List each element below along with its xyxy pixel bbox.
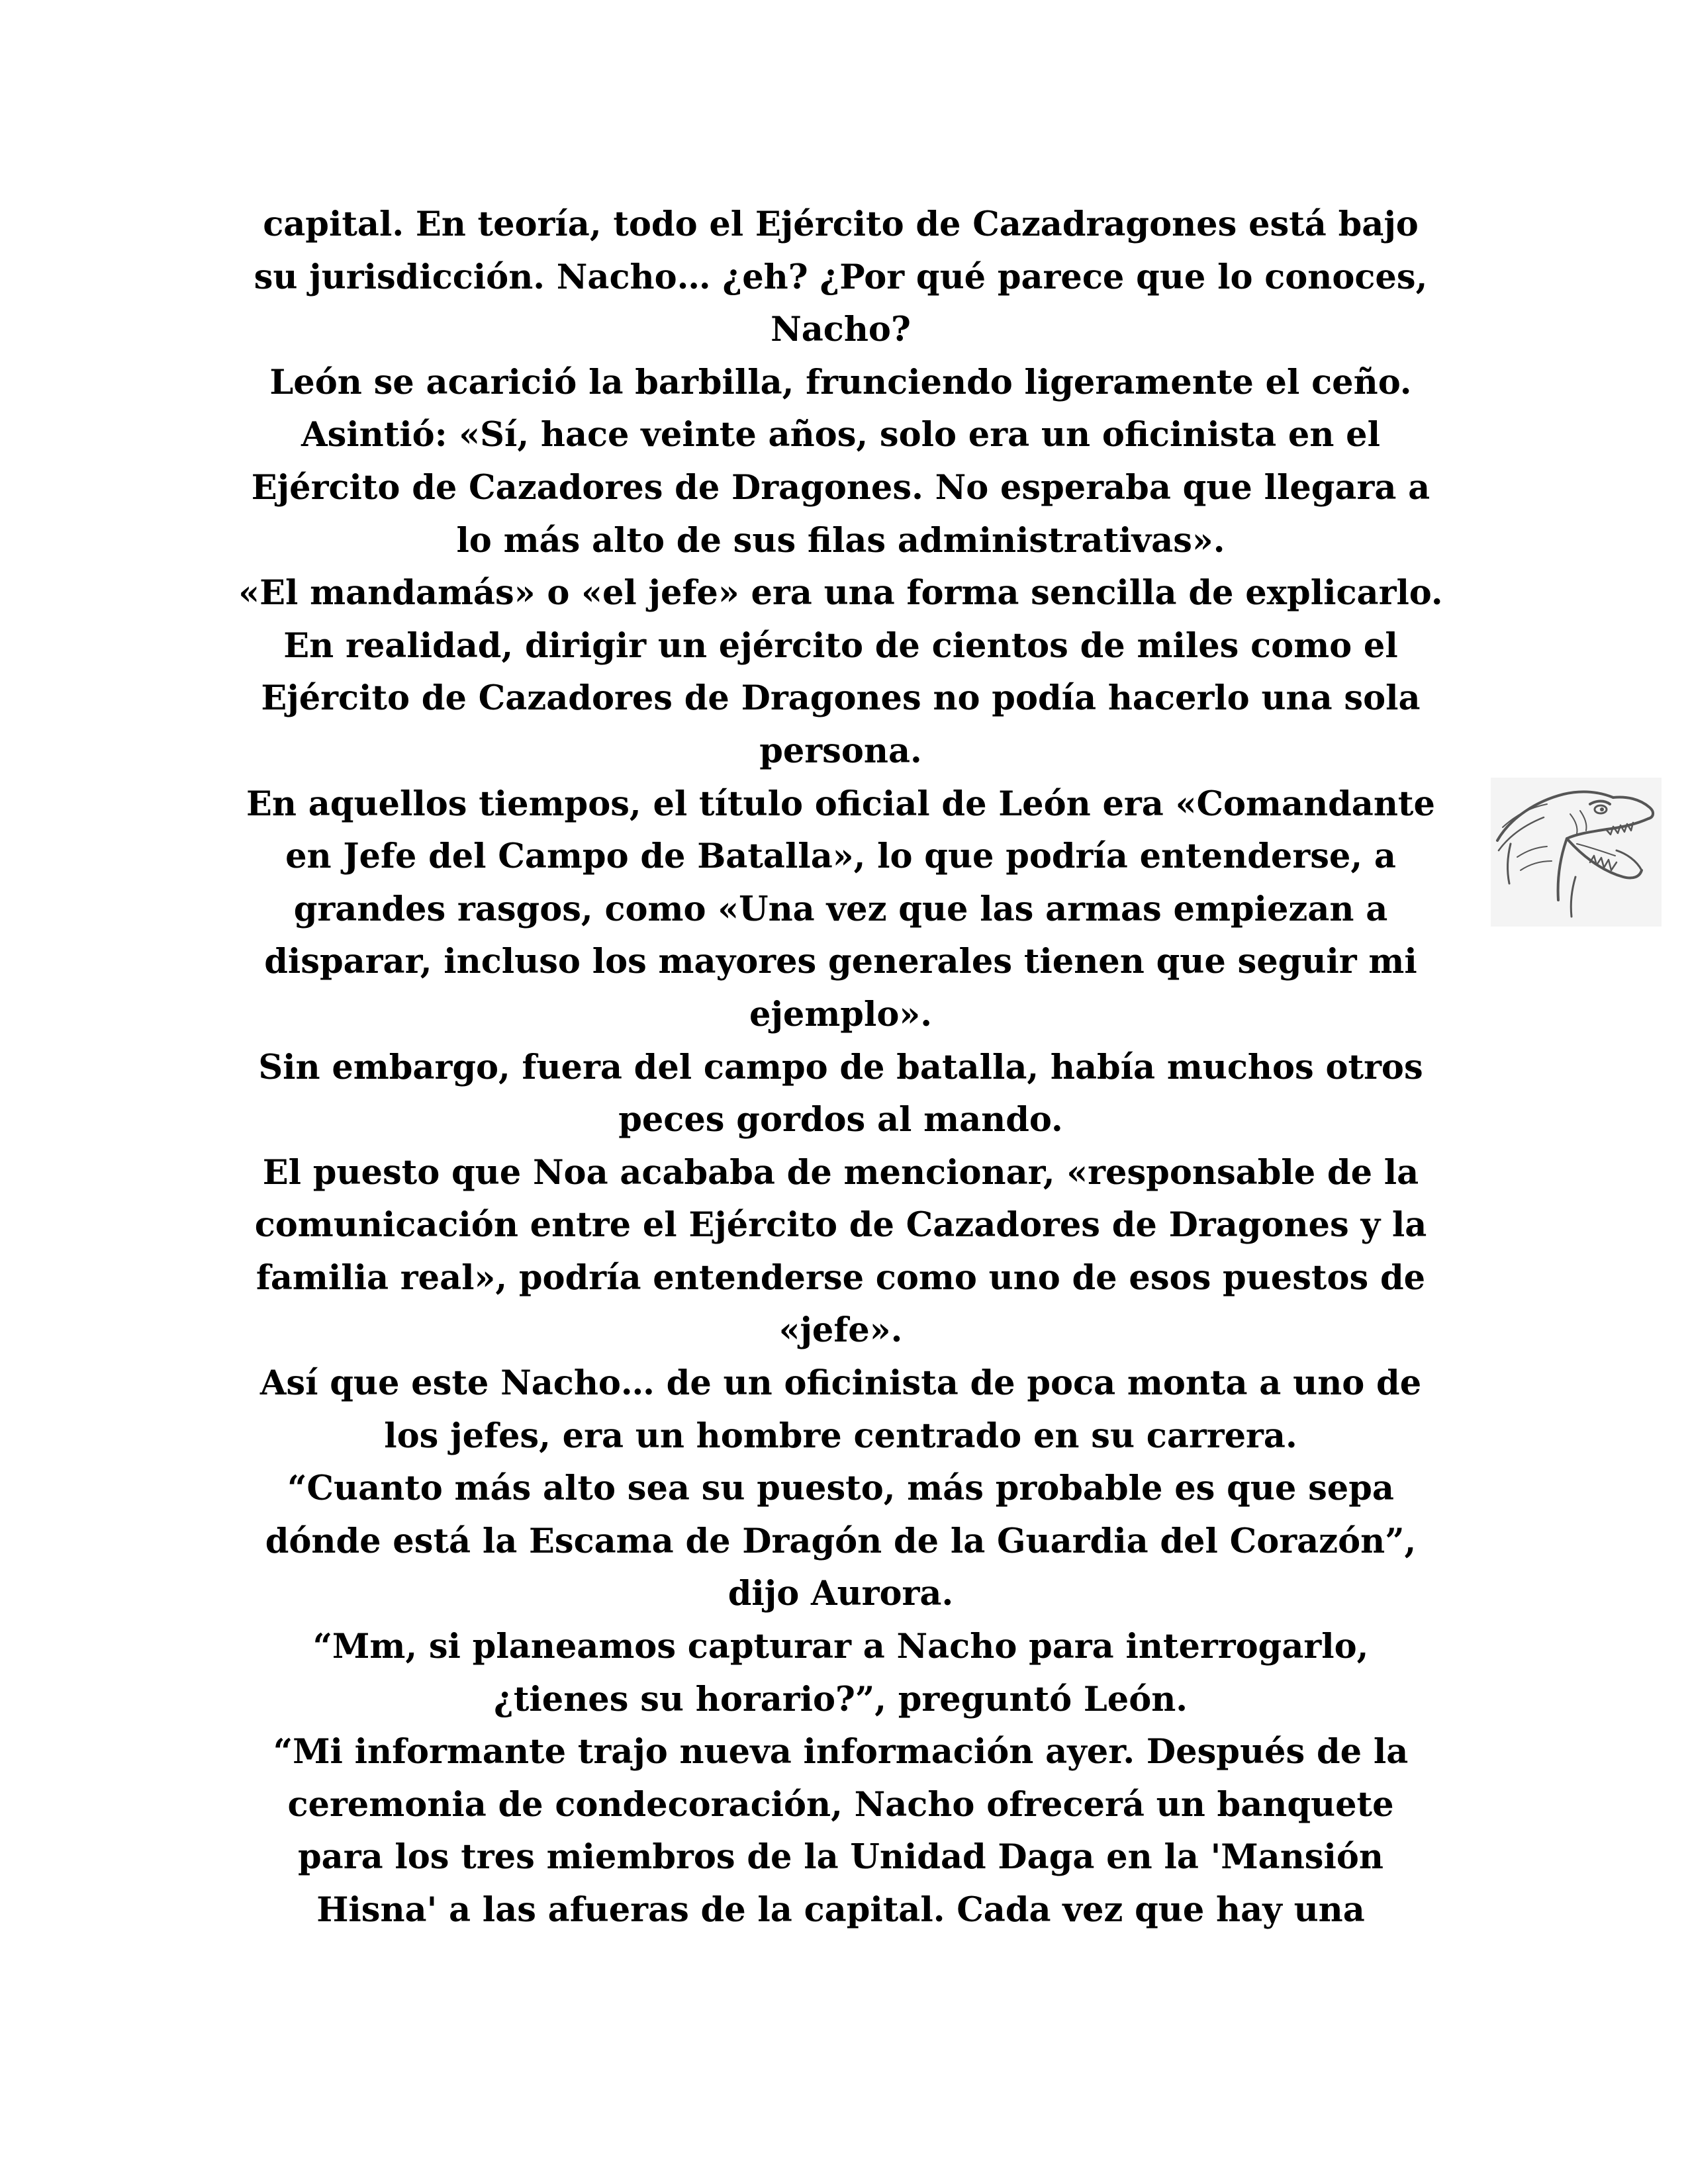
text-line: disparar, incluso los mayores generales tienen que seguir mi bbox=[264, 942, 1417, 982]
text-line: “Cuanto más alto sea su puesto, más probable es que sepa bbox=[287, 1469, 1394, 1509]
text-line: “Mi informante trajo nueva información ayer. Después de la bbox=[273, 1732, 1409, 1772]
dinosaur-head-sketch-icon bbox=[1491, 778, 1662, 927]
text-line: En aquellos tiempos, el título oficial de León era «Comandante bbox=[246, 784, 1435, 824]
text-line: «El mandamás» o «el jefe» era una forma sencilla de explicarlo. bbox=[238, 573, 1443, 614]
text-line: ¿tienes su horario?”, preguntó León. bbox=[493, 1679, 1188, 1719]
text-line: Asintió: «Sí, hace veinte años, solo era un oficinista en el bbox=[301, 415, 1380, 455]
text-line: comunicación entre el Ejército de Cazadores de Dragones y la bbox=[254, 1205, 1427, 1246]
text-line: León se acarició la barbilla, frunciendo ligeramente el ceño. bbox=[269, 362, 1412, 402]
text-line: persona. bbox=[759, 731, 922, 771]
text-line: Así que este Nacho… de un oficinista de poca monta a uno de bbox=[259, 1363, 1422, 1404]
text-line: en Jefe del Campo de Batalla», lo que podría entenderse, a bbox=[285, 837, 1396, 877]
text-line: dónde está la Escama de Dragón de la Guardia del Corazón”, bbox=[265, 1521, 1417, 1561]
text-line: lo más alto de sus filas administrativas». bbox=[456, 520, 1225, 561]
text-line: Ejército de Cazadores de Dragones. No esperaba que llegara a bbox=[251, 467, 1430, 508]
text-line: ejemplo». bbox=[749, 994, 932, 1034]
body-text bbox=[225, 199, 1456, 1937]
text-line: Nacho? bbox=[771, 310, 911, 350]
text-line: Hisna' a las afueras de la capital. Cada vez que hay una bbox=[316, 1890, 1365, 1930]
text-line: para los tres miembros de la Unidad Daga en la 'Mansión bbox=[298, 1837, 1383, 1878]
text-line: “Mm, si planeamos capturar a Nacho para interrogarlo, bbox=[312, 1627, 1369, 1667]
text-line: peces gordos al mando. bbox=[618, 1100, 1063, 1140]
text-line: Ejército de Cazadores de Dragones no podía hacerlo una sola bbox=[261, 678, 1421, 719]
text-line: su jurisdicción. Nacho… ¿eh? ¿Por qué parece que lo conoces, bbox=[254, 257, 1428, 297]
text-line: los jefes, era un hombre centrado en su carrera. bbox=[384, 1416, 1297, 1456]
text-line: Sin embargo, fuera del campo de batalla, había muchos otros bbox=[258, 1047, 1423, 1087]
text-line: ceremonia de condecoración, Nacho ofrecerá un banquete bbox=[287, 1784, 1394, 1825]
text-line: grandes rasgos, como «Una vez que las armas empiezan a bbox=[293, 889, 1388, 929]
text-line: En realidad, dirigir un ejército de cientos de miles como el bbox=[283, 625, 1398, 666]
text-line: familia real», podría entenderse como uno de esos puestos de bbox=[256, 1257, 1426, 1298]
text-line: capital. En teoría, todo el Ejército de Cazadragones está bajo bbox=[263, 205, 1419, 244]
text-line: dijo Aurora. bbox=[727, 1574, 954, 1614]
text-line: El puesto que Noa acababa de mencionar, «responsable de la bbox=[262, 1152, 1419, 1193]
text-line: «jefe». bbox=[778, 1310, 903, 1351]
